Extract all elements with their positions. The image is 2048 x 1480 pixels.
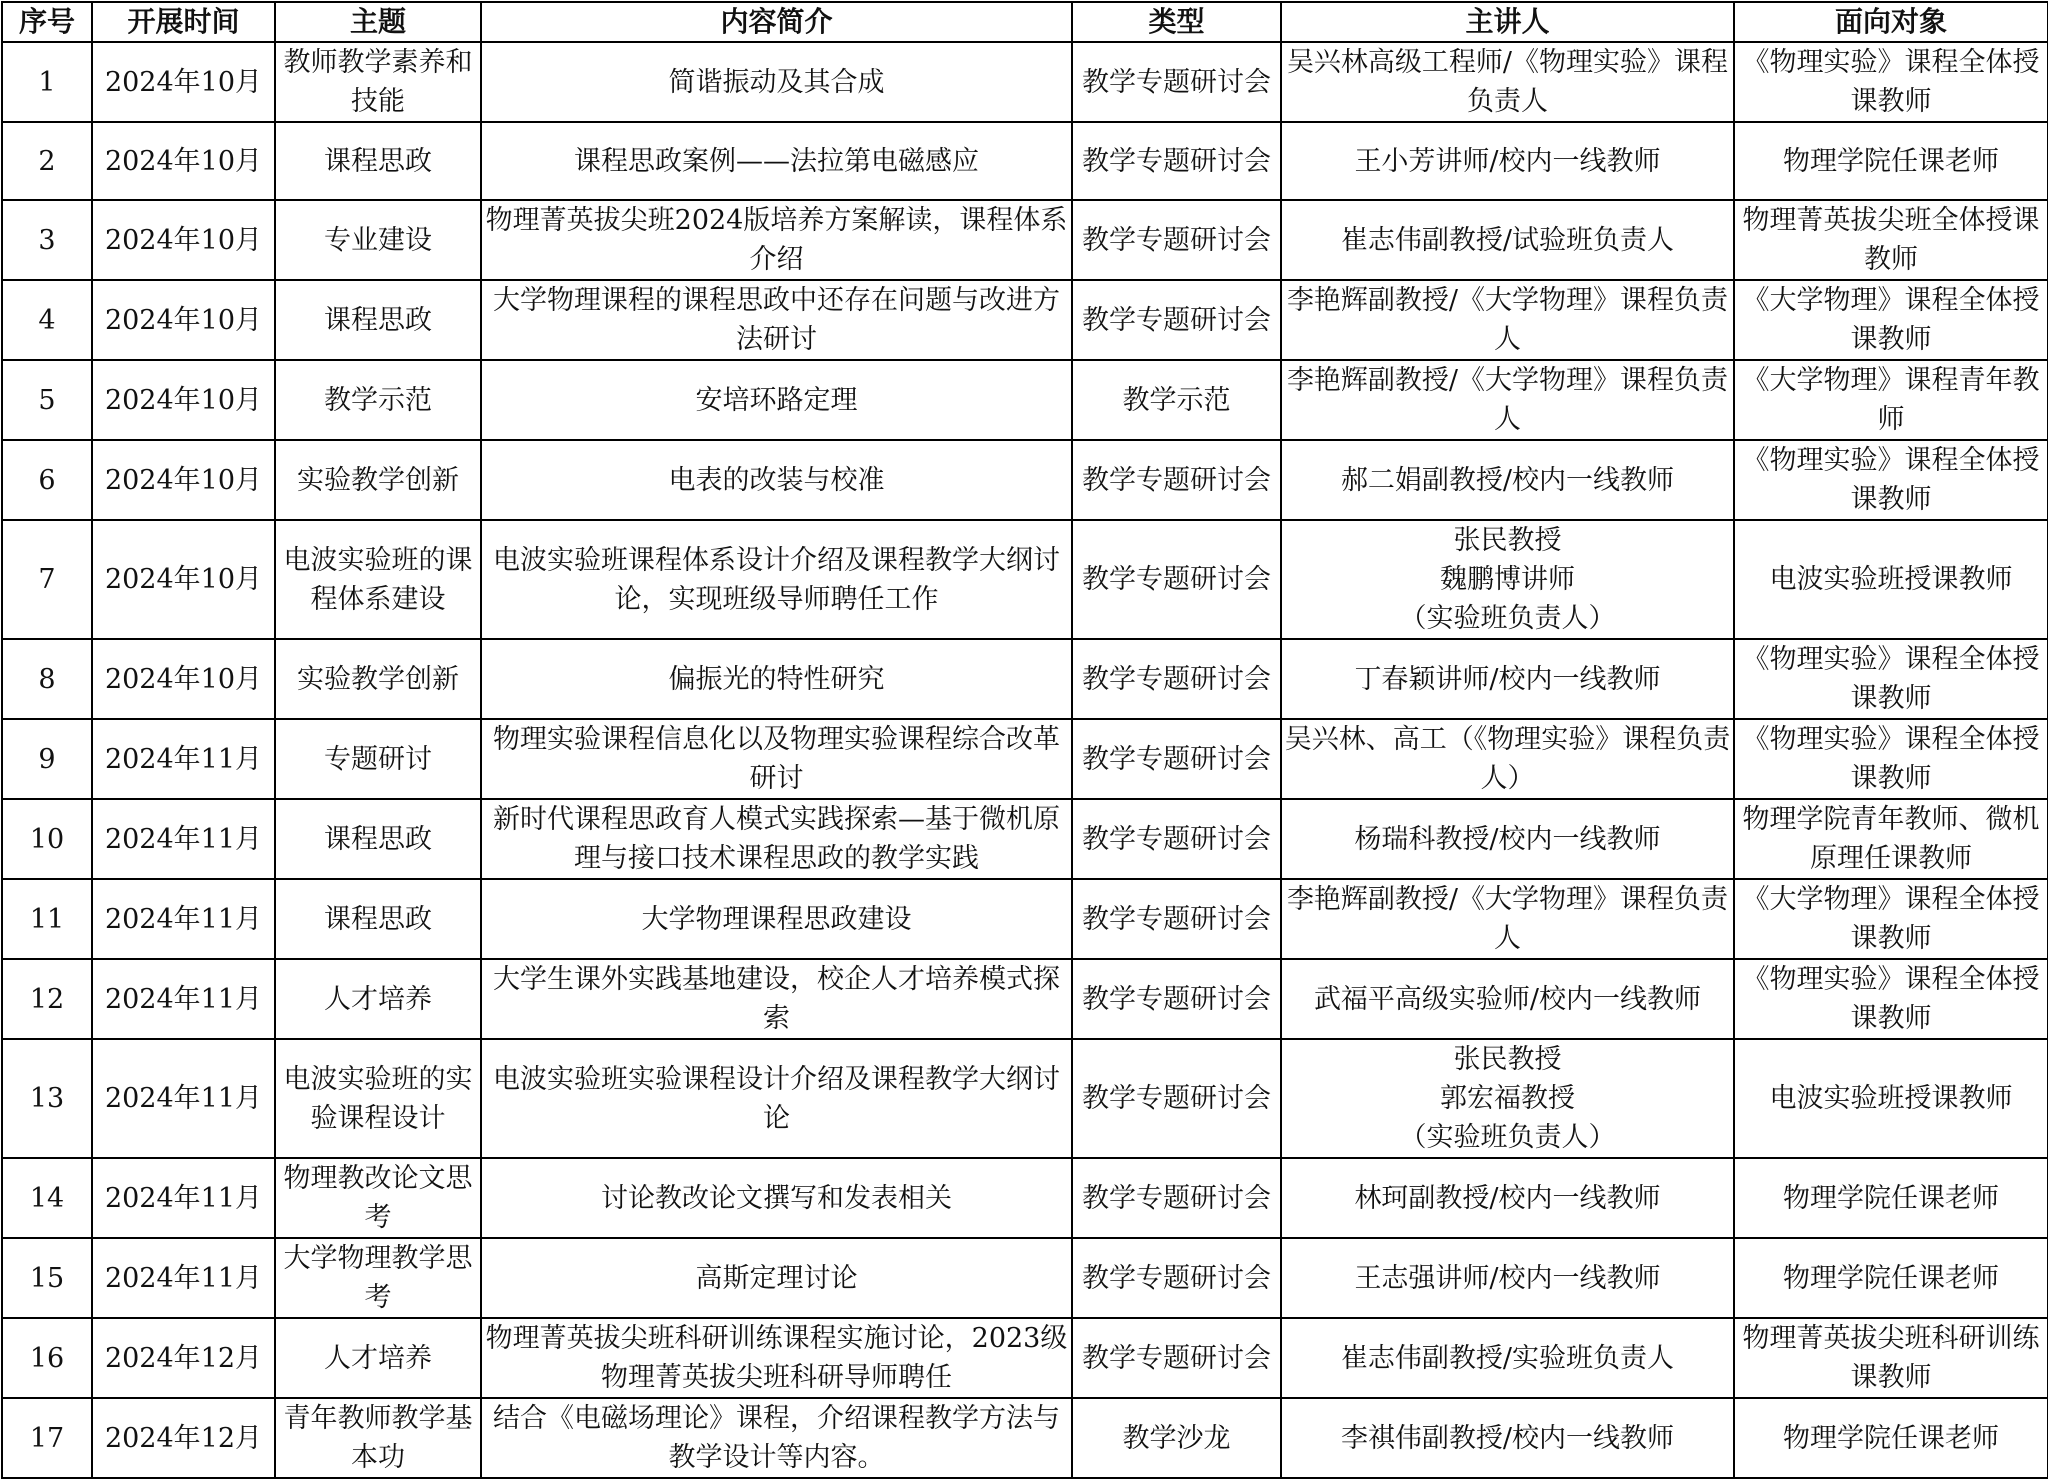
col-header-content: 内容简介	[481, 2, 1072, 42]
speaker-line: 张民教授	[1453, 1044, 1562, 1075]
cell-type: 教学专题研讨会	[1072, 440, 1281, 520]
cell-content: 电波实验班实验课程设计介绍及课程教学大纲讨论	[481, 1039, 1072, 1158]
cell-content: 课程思政案例——法拉第电磁感应	[481, 122, 1072, 200]
table-row	[2, 639, 2048, 719]
cell-topic: 教学示范	[275, 360, 481, 440]
cell-topic: 实验教学创新	[275, 440, 481, 520]
cell-no: 11	[2, 879, 92, 959]
cell-speaker	[1281, 1158, 1734, 1238]
table-row	[2, 280, 2048, 360]
col-header-topic: 主题	[275, 2, 481, 42]
speaker-line: 杨瑞科教授/校内一线教师	[1354, 823, 1661, 855]
cell-type: 教学专题研讨会	[1072, 799, 1281, 879]
cell-topic: 课程思政	[275, 280, 481, 360]
cell-topic: 物理教改论文思考	[275, 1158, 481, 1238]
cell-no: 17	[2, 1398, 92, 1478]
cell-type: 教学专题研讨会	[1072, 879, 1281, 959]
cell-speaker	[1281, 1318, 1734, 1398]
cell-type: 教学专题研讨会	[1072, 122, 1281, 200]
cell-date: 2024年12月	[92, 1318, 275, 1398]
speaker-line: 张民教授	[1453, 525, 1562, 556]
cell-type: 教学专题研讨会	[1072, 639, 1281, 719]
cell-content: 电表的改装与校准	[481, 440, 1072, 520]
cell-no: 1	[2, 42, 92, 122]
table-row	[2, 719, 2048, 799]
speaker-line: 崔志伟副教授/实验班负责人	[1340, 1342, 1675, 1374]
table-body	[2, 42, 2048, 1478]
table-row	[2, 42, 2048, 122]
cell-audience: 电波实验班授课教师	[1734, 520, 2048, 639]
speaker-line: 吴兴林、高工（《物理实验》课程负责人）	[1284, 724, 1731, 794]
cell-type: 教学沙龙	[1072, 1398, 1281, 1478]
cell-content: 电波实验班课程体系设计介绍及课程教学大纲讨论，实现班级导师聘任工作	[481, 520, 1072, 639]
speaker-line: 吴兴林高级工程师/《物理实验》课程负责人	[1286, 47, 1729, 117]
cell-date: 2024年10月	[92, 520, 275, 639]
cell-audience: 物理菁英拔尖班科研训练课教师	[1734, 1318, 2048, 1398]
cell-topic: 大学物理教学思考	[275, 1238, 481, 1318]
cell-speaker	[1281, 879, 1734, 959]
cell-topic: 实验教学创新	[275, 639, 481, 719]
speaker-line: （实验班负责人）	[1399, 603, 1616, 634]
cell-topic: 课程思政	[275, 799, 481, 879]
cell-topic: 教师教学素养和技能	[275, 42, 481, 122]
cell-date: 2024年10月	[92, 42, 275, 122]
cell-no: 12	[2, 959, 92, 1039]
col-header-type: 类型	[1072, 2, 1281, 42]
cell-speaker	[1281, 360, 1734, 440]
table-row	[2, 799, 2048, 879]
cell-type: 教学示范	[1072, 360, 1281, 440]
cell-speaker	[1281, 1238, 1734, 1318]
table-row	[2, 1398, 2048, 1478]
cell-content: 大学物理课程思政建设	[481, 879, 1072, 959]
header-row	[2, 2, 2048, 42]
cell-type: 教学专题研讨会	[1072, 1158, 1281, 1238]
table-row	[2, 959, 2048, 1039]
cell-audience: 物理学院任课老师	[1734, 122, 2048, 200]
cell-type: 教学专题研讨会	[1072, 1238, 1281, 1318]
cell-no: 13	[2, 1039, 92, 1158]
cell-topic: 青年教师教学基本功	[275, 1398, 481, 1478]
cell-topic: 电波实验班的课程体系建设	[275, 520, 481, 639]
table-row	[2, 200, 2048, 280]
cell-audience: 电波实验班授课教师	[1734, 1039, 2048, 1158]
cell-content: 大学物理课程的课程思政中还存在问题与改进方法研讨	[481, 280, 1072, 360]
cell-no: 7	[2, 520, 92, 639]
cell-date: 2024年10月	[92, 360, 275, 440]
cell-no: 14	[2, 1158, 92, 1238]
cell-no: 3	[2, 200, 92, 280]
cell-topic: 课程思政	[275, 122, 481, 200]
cell-date: 2024年11月	[92, 719, 275, 799]
cell-content: 大学生课外实践基地建设，校企人才培养模式探索	[481, 959, 1072, 1039]
table-row	[2, 879, 2048, 959]
cell-date: 2024年11月	[92, 959, 275, 1039]
cell-content: 新时代课程思政育人模式实践探索—基于微机原理与接口技术课程思政的教学实践	[481, 799, 1072, 879]
cell-date: 2024年10月	[92, 440, 275, 520]
cell-speaker	[1281, 440, 1734, 520]
cell-type: 教学专题研讨会	[1072, 1318, 1281, 1398]
speaker-line: 王小芳讲师/校内一线教师	[1354, 145, 1661, 177]
cell-speaker	[1281, 520, 1734, 639]
cell-content: 物理实验课程信息化以及物理实验课程综合改革研讨	[481, 719, 1072, 799]
speaker-line: 李艳辉副教授/《大学物理》课程负责人	[1286, 365, 1729, 435]
cell-content: 物理菁英拔尖班2024版培养方案解读，课程体系介绍	[481, 200, 1072, 280]
cell-no: 6	[2, 440, 92, 520]
table-row	[2, 1158, 2048, 1238]
table-row	[2, 122, 2048, 200]
cell-speaker	[1281, 1039, 1734, 1158]
cell-no: 8	[2, 639, 92, 719]
cell-topic: 专题研讨	[275, 719, 481, 799]
cell-date: 2024年12月	[92, 1398, 275, 1478]
cell-speaker	[1281, 799, 1734, 879]
speaker-line: 魏鹏博讲师	[1440, 564, 1575, 595]
cell-type: 教学专题研讨会	[1072, 42, 1281, 122]
cell-content: 结合《电磁场理论》课程，介绍课程教学方法与教学设计等内容。	[481, 1398, 1072, 1478]
cell-topic: 电波实验班的实验课程设计	[275, 1039, 481, 1158]
cell-speaker	[1281, 280, 1734, 360]
cell-type: 教学专题研讨会	[1072, 200, 1281, 280]
table-row	[2, 360, 2048, 440]
cell-date: 2024年11月	[92, 799, 275, 879]
cell-speaker	[1281, 122, 1734, 200]
col-header-audience: 面向对象	[1734, 2, 2048, 42]
cell-audience: 物理菁英拔尖班全体授课教师	[1734, 200, 2048, 280]
cell-audience: 物理学院任课老师	[1734, 1398, 2048, 1478]
speaker-line: 丁春颖讲师/校内一线教师	[1354, 663, 1661, 695]
cell-content: 安培环路定理	[481, 360, 1072, 440]
col-header-no: 序号	[2, 2, 92, 42]
cell-date: 2024年10月	[92, 122, 275, 200]
cell-date: 2024年10月	[92, 280, 275, 360]
cell-no: 2	[2, 122, 92, 200]
cell-audience: 《物理实验》课程全体授课教师	[1734, 959, 2048, 1039]
speaker-line: 李艳辉副教授/《大学物理》课程负责人	[1286, 285, 1729, 355]
cell-topic: 人才培养	[275, 959, 481, 1039]
cell-audience: 《物理实验》课程全体授课教师	[1734, 42, 2048, 122]
cell-no: 16	[2, 1318, 92, 1398]
speaker-line: 崔志伟副教授/试验班负责人	[1340, 224, 1675, 256]
cell-speaker	[1281, 719, 1734, 799]
cell-type: 教学专题研讨会	[1072, 959, 1281, 1039]
cell-no: 10	[2, 799, 92, 879]
schedule-table	[1, 1, 2048, 1479]
cell-topic: 人才培养	[275, 1318, 481, 1398]
cell-date: 2024年11月	[92, 1238, 275, 1318]
cell-content: 偏振光的特性研究	[481, 639, 1072, 719]
cell-date: 2024年10月	[92, 639, 275, 719]
table-row	[2, 440, 2048, 520]
col-header-speaker: 主讲人	[1281, 2, 1734, 42]
cell-audience: 物理学院任课老师	[1734, 1158, 2048, 1238]
speaker-line: 郭宏福教授	[1440, 1083, 1575, 1114]
cell-content: 简谐振动及其合成	[481, 42, 1072, 122]
cell-type: 教学专题研讨会	[1072, 1039, 1281, 1158]
cell-content: 高斯定理讨论	[481, 1238, 1072, 1318]
cell-date: 2024年11月	[92, 1158, 275, 1238]
speaker-line: 李艳辉副教授/《大学物理》课程负责人	[1286, 884, 1729, 954]
cell-no: 4	[2, 280, 92, 360]
table-row	[2, 520, 2048, 639]
cell-type: 教学专题研讨会	[1072, 520, 1281, 639]
cell-no: 15	[2, 1238, 92, 1318]
cell-type: 教学专题研讨会	[1072, 280, 1281, 360]
cell-audience: 《大学物理》课程全体授课教师	[1734, 879, 2048, 959]
speaker-line: 李祺伟副教授/校内一线教师	[1340, 1422, 1675, 1454]
table-row	[2, 1039, 2048, 1158]
cell-speaker	[1281, 42, 1734, 122]
cell-audience: 《物理实验》课程全体授课教师	[1734, 719, 2048, 799]
table-row	[2, 1318, 2048, 1398]
cell-audience: 《物理实验》课程全体授课教师	[1734, 639, 2048, 719]
speaker-line: 王志强讲师/校内一线教师	[1354, 1262, 1661, 1294]
cell-topic: 课程思政	[275, 879, 481, 959]
cell-audience: 物理学院青年教师、微机原理任课教师	[1734, 799, 2048, 879]
speaker-line: 林珂副教授/校内一线教师	[1354, 1182, 1661, 1214]
cell-no: 5	[2, 360, 92, 440]
cell-date: 2024年11月	[92, 879, 275, 959]
cell-speaker	[1281, 200, 1734, 280]
cell-date: 2024年10月	[92, 200, 275, 280]
speaker-line: 郝二娟副教授/校内一线教师	[1340, 464, 1675, 496]
cell-audience: 《大学物理》课程青年教师	[1734, 360, 2048, 440]
speaker-line: 武福平高级实验师/校内一线教师	[1313, 983, 1702, 1015]
cell-speaker	[1281, 959, 1734, 1039]
table-row	[2, 1238, 2048, 1318]
speaker-line: （实验班负责人）	[1399, 1122, 1616, 1153]
cell-audience: 《物理实验》课程全体授课教师	[1734, 440, 2048, 520]
cell-content: 物理菁英拔尖班科研训练课程实施讨论，2023级物理菁英拔尖班科研导师聘任	[481, 1318, 1072, 1398]
cell-date: 2024年11月	[92, 1039, 275, 1158]
cell-type: 教学专题研讨会	[1072, 719, 1281, 799]
cell-speaker	[1281, 639, 1734, 719]
cell-audience: 物理学院任课老师	[1734, 1238, 2048, 1318]
cell-speaker	[1281, 1398, 1734, 1478]
cell-topic: 专业建设	[275, 200, 481, 280]
cell-audience: 《大学物理》课程全体授课教师	[1734, 280, 2048, 360]
col-header-date: 开展时间	[92, 2, 275, 42]
cell-content: 讨论教改论文撰写和发表相关	[481, 1158, 1072, 1238]
cell-no: 9	[2, 719, 92, 799]
